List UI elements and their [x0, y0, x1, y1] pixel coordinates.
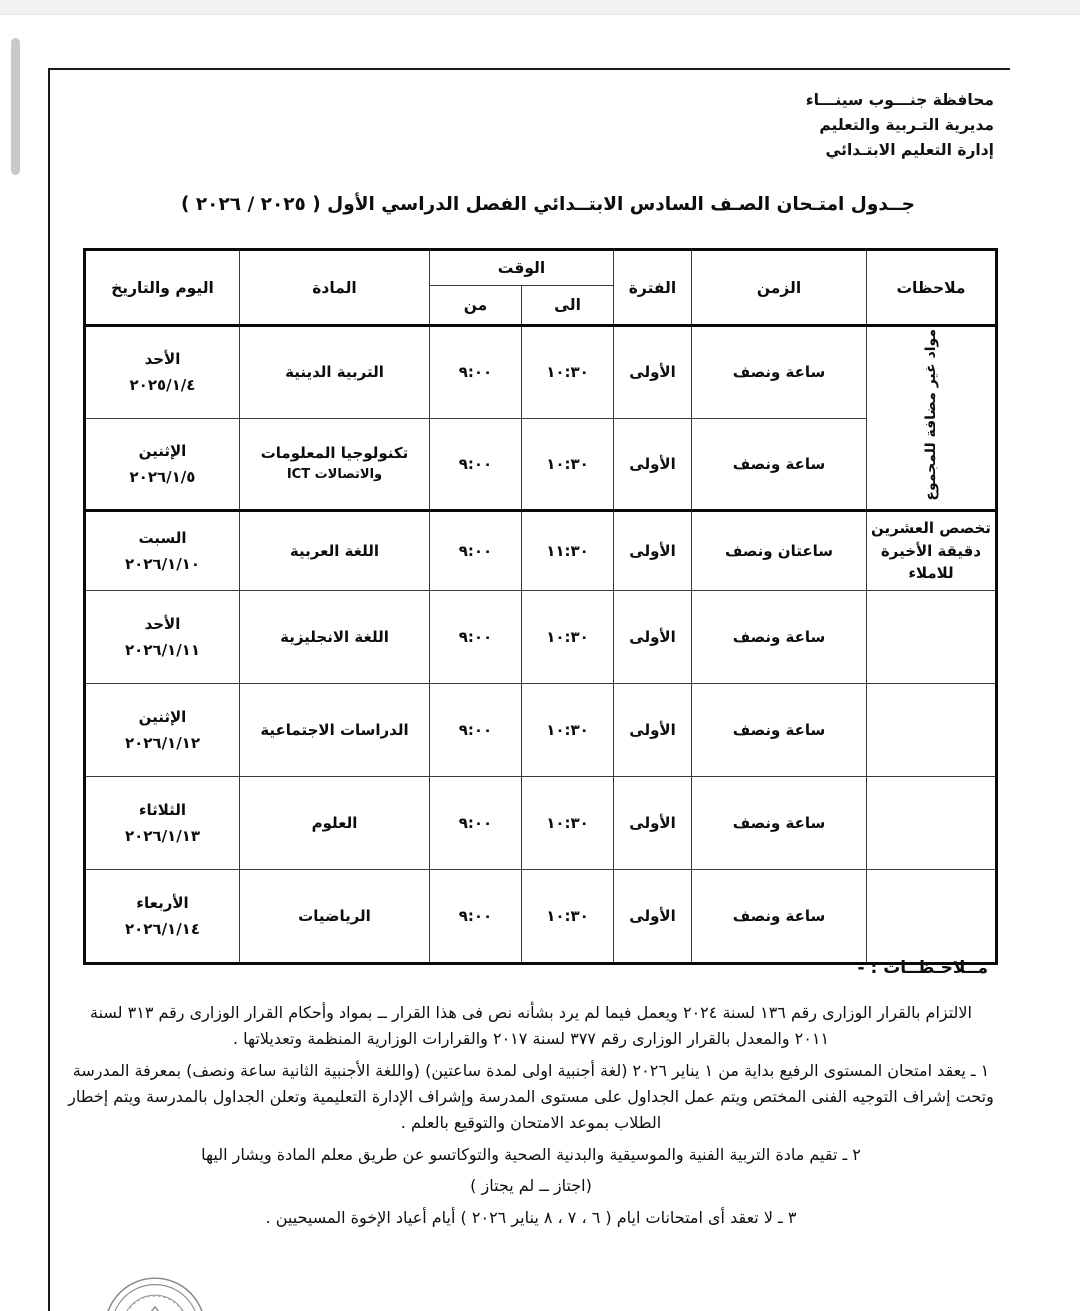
cell-subject: اللغة العربية [239, 511, 429, 591]
day-name: الأحد [144, 350, 181, 369]
cell-period: الأولى [614, 326, 692, 419]
day-date: ٢٠٢٦/١/١٠ [124, 555, 200, 574]
day-name: الأربعاء [136, 893, 189, 912]
cell-notes [867, 591, 997, 684]
day-name: الثلاثاء [138, 800, 187, 819]
notes-vertical-text: مواد غير مضافة للمجموع [922, 329, 939, 501]
cell-duration: ساعة ونصف [692, 418, 867, 511]
page-title: جــدول امتـحان الصـف السادس الابتــدائي الفصل الدراسي الأول ( ٢٠٢٥ / ٢٠٢٦ ) [180, 194, 916, 215]
footnote-item: ٢ ـ تقيم مادة التربية الفنية والموسيقية والبدنية الصحية والتوكاتسو عن طريق معلم المادة ويشار اليها [201, 1144, 861, 1164]
table-header-row-1 [84, 250, 996, 286]
cell-duration: ساعة ونصف [692, 591, 867, 684]
cell-notes [867, 777, 997, 870]
day-date: ٢٠٢٥/١/٤ [129, 376, 196, 395]
table-row [84, 777, 996, 870]
footnotes-block [66, 1000, 996, 1237]
header-time-to: الى [522, 286, 614, 326]
cell-notes [867, 684, 997, 777]
footnote-item: (اجتاز ــ لم يجتاز ) [470, 1176, 592, 1196]
day-date: ٢٠٢٦/١/١٢ [124, 734, 200, 753]
schedule-table-container [86, 248, 998, 965]
cell-day-date [84, 511, 239, 591]
document-page [48, 68, 1010, 1311]
cell-day-date [84, 418, 239, 511]
cell-period: الأولى [614, 870, 692, 964]
table-body [84, 326, 996, 964]
letterhead-directorate: مديرية التـربية والتعليم [819, 116, 994, 135]
footnote-item: ٣ ـ لا تعقد أى امتحانات ايام ( ٦ ، ٧ ، ٨ يناير ٢٠٢٦ ) أيام أعياد الإخوة المسيحيين . [265, 1208, 797, 1228]
cell-time-to: ١٠:٣٠ [522, 418, 614, 511]
table-row [84, 870, 996, 964]
exam-schedule-table [83, 248, 998, 965]
cell-time-from: ٩:٠٠ [429, 777, 521, 870]
cell-notes [867, 870, 997, 964]
header-day-date: اليوم والتاريخ [84, 250, 239, 326]
cell-day-date [84, 870, 239, 964]
cell-time-to: ١١:٣٠ [522, 511, 614, 591]
official-stamp-icon [102, 1275, 208, 1311]
table-row [84, 326, 996, 419]
footnote-item: ١ ـ يعقد امتحان المستوى الرفيع بداية من ١ يناير ٢٠٢٦ (لغة أجنبية اولى لمدة ساعتين) (واللغة الأجنبية الثانية ساعة ونصف) بمعرفة المدرسة وتحت إشراف التوجيه الفنى المختص ويتم عمل الجداول على مستوى المدرسة وإشراف الإدارة التعليمية وتعلن الجداول بالمدرسة ويتم إخطار الطلاب بموعد الامتحان والتوقيع بالعلم . [68, 1060, 994, 1132]
day-name: الأحد [144, 614, 181, 633]
subject-main: تكنولوجيا المعلومات [260, 444, 409, 463]
cell-time-to: ١٠:٣٠ [522, 870, 614, 964]
table-row [84, 418, 996, 511]
cell-time-to: ١٠:٣٠ [522, 591, 614, 684]
vertical-scrollbar[interactable] [11, 38, 20, 175]
day-name: السبت [138, 528, 187, 547]
header-subject: المادة [239, 250, 429, 326]
table-row [84, 684, 996, 777]
day-date: ٢٠٢٦/١/٥ [129, 467, 196, 486]
letterhead-governorate: محافظة جنـــوب سينـــاء [805, 91, 994, 109]
day-name: الإثنين [138, 707, 187, 726]
cell-time-from: ٩:٠٠ [429, 326, 521, 419]
cell-time-from: ٩:٠٠ [429, 511, 521, 591]
cell-subject: العلوم [239, 777, 429, 870]
cell-time-to: ١٠:٣٠ [522, 326, 614, 419]
day-name: الإثنين [138, 441, 187, 460]
cell-day-date [84, 326, 239, 419]
subject-secondary: والاتصالات ICT [286, 467, 383, 483]
footnotes-heading: مــلاحـظــات : - [857, 958, 988, 978]
day-date: ٢٠٢٦/١/١٣ [124, 827, 200, 846]
cell-day-date [84, 591, 239, 684]
letterhead [806, 88, 994, 163]
cell-period: الأولى [614, 511, 692, 591]
table-row [84, 591, 996, 684]
header-time-from: من [429, 286, 521, 326]
cell-time-from: ٩:٠٠ [429, 418, 521, 511]
viewer-top-bar [0, 0, 1080, 15]
cell-duration: ساعة ونصف [692, 326, 867, 419]
cell-time-from: ٩:٠٠ [429, 870, 521, 964]
day-date: ٢٠٢٦/١/١١ [124, 641, 200, 660]
cell-notes: تخصص العشرين دقيقة الأخيرة للاملاء [867, 511, 997, 591]
cell-period: الأولى [614, 418, 692, 511]
cell-period: الأولى [614, 684, 692, 777]
cell-time-from: ٩:٠٠ [429, 591, 521, 684]
cell-duration: ساعة ونصف [692, 870, 867, 964]
table-header [84, 250, 996, 326]
day-date: ٢٠٢٦/١/١٤ [124, 920, 200, 939]
cell-duration: ساعة ونصف [692, 684, 867, 777]
cell-notes [867, 326, 997, 511]
header-notes: ملاحظات [867, 250, 997, 326]
footnote-item: الالتزام بالقرار الوزارى رقم ١٣٦ لسنة ٢٠٢٤ ويعمل فيما لم يرد بشأنه نص فى هذا القرار ــ بمواد وأحكام القرار الوزارى رقم ٣١٣ لسنة ٢٠١١ والمعدل بالقرار الوزارى رقم ٣٧٧ لسنة ٢٠١٧ والقرارات الوزارية المنظمة وتعديلاتها . [89, 1003, 972, 1048]
table-row [84, 511, 996, 591]
cell-time-to: ١٠:٣٠ [522, 684, 614, 777]
header-period: الفترة [614, 250, 692, 326]
cell-duration: ساعة ونصف [692, 777, 867, 870]
cell-subject: الرياضيات [239, 870, 429, 964]
cell-duration: ساعتان ونصف [692, 511, 867, 591]
cell-subject: اللغة الانجليزية [239, 591, 429, 684]
cell-day-date [84, 777, 239, 870]
cell-subject: الدراسات الاجتماعية [239, 684, 429, 777]
cell-period: الأولى [614, 591, 692, 684]
letterhead-department: إدارة التعليم الابتـدائي [825, 141, 994, 160]
cell-period: الأولى [614, 777, 692, 870]
header-duration: الزمن [692, 250, 867, 326]
cell-time-to: ١٠:٣٠ [522, 777, 614, 870]
header-time-group: الوقت [429, 250, 613, 286]
cell-subject [239, 418, 429, 511]
cell-subject: التربية الدينية [239, 326, 429, 419]
cell-day-date [84, 684, 239, 777]
cell-time-from: ٩:٠٠ [429, 684, 521, 777]
